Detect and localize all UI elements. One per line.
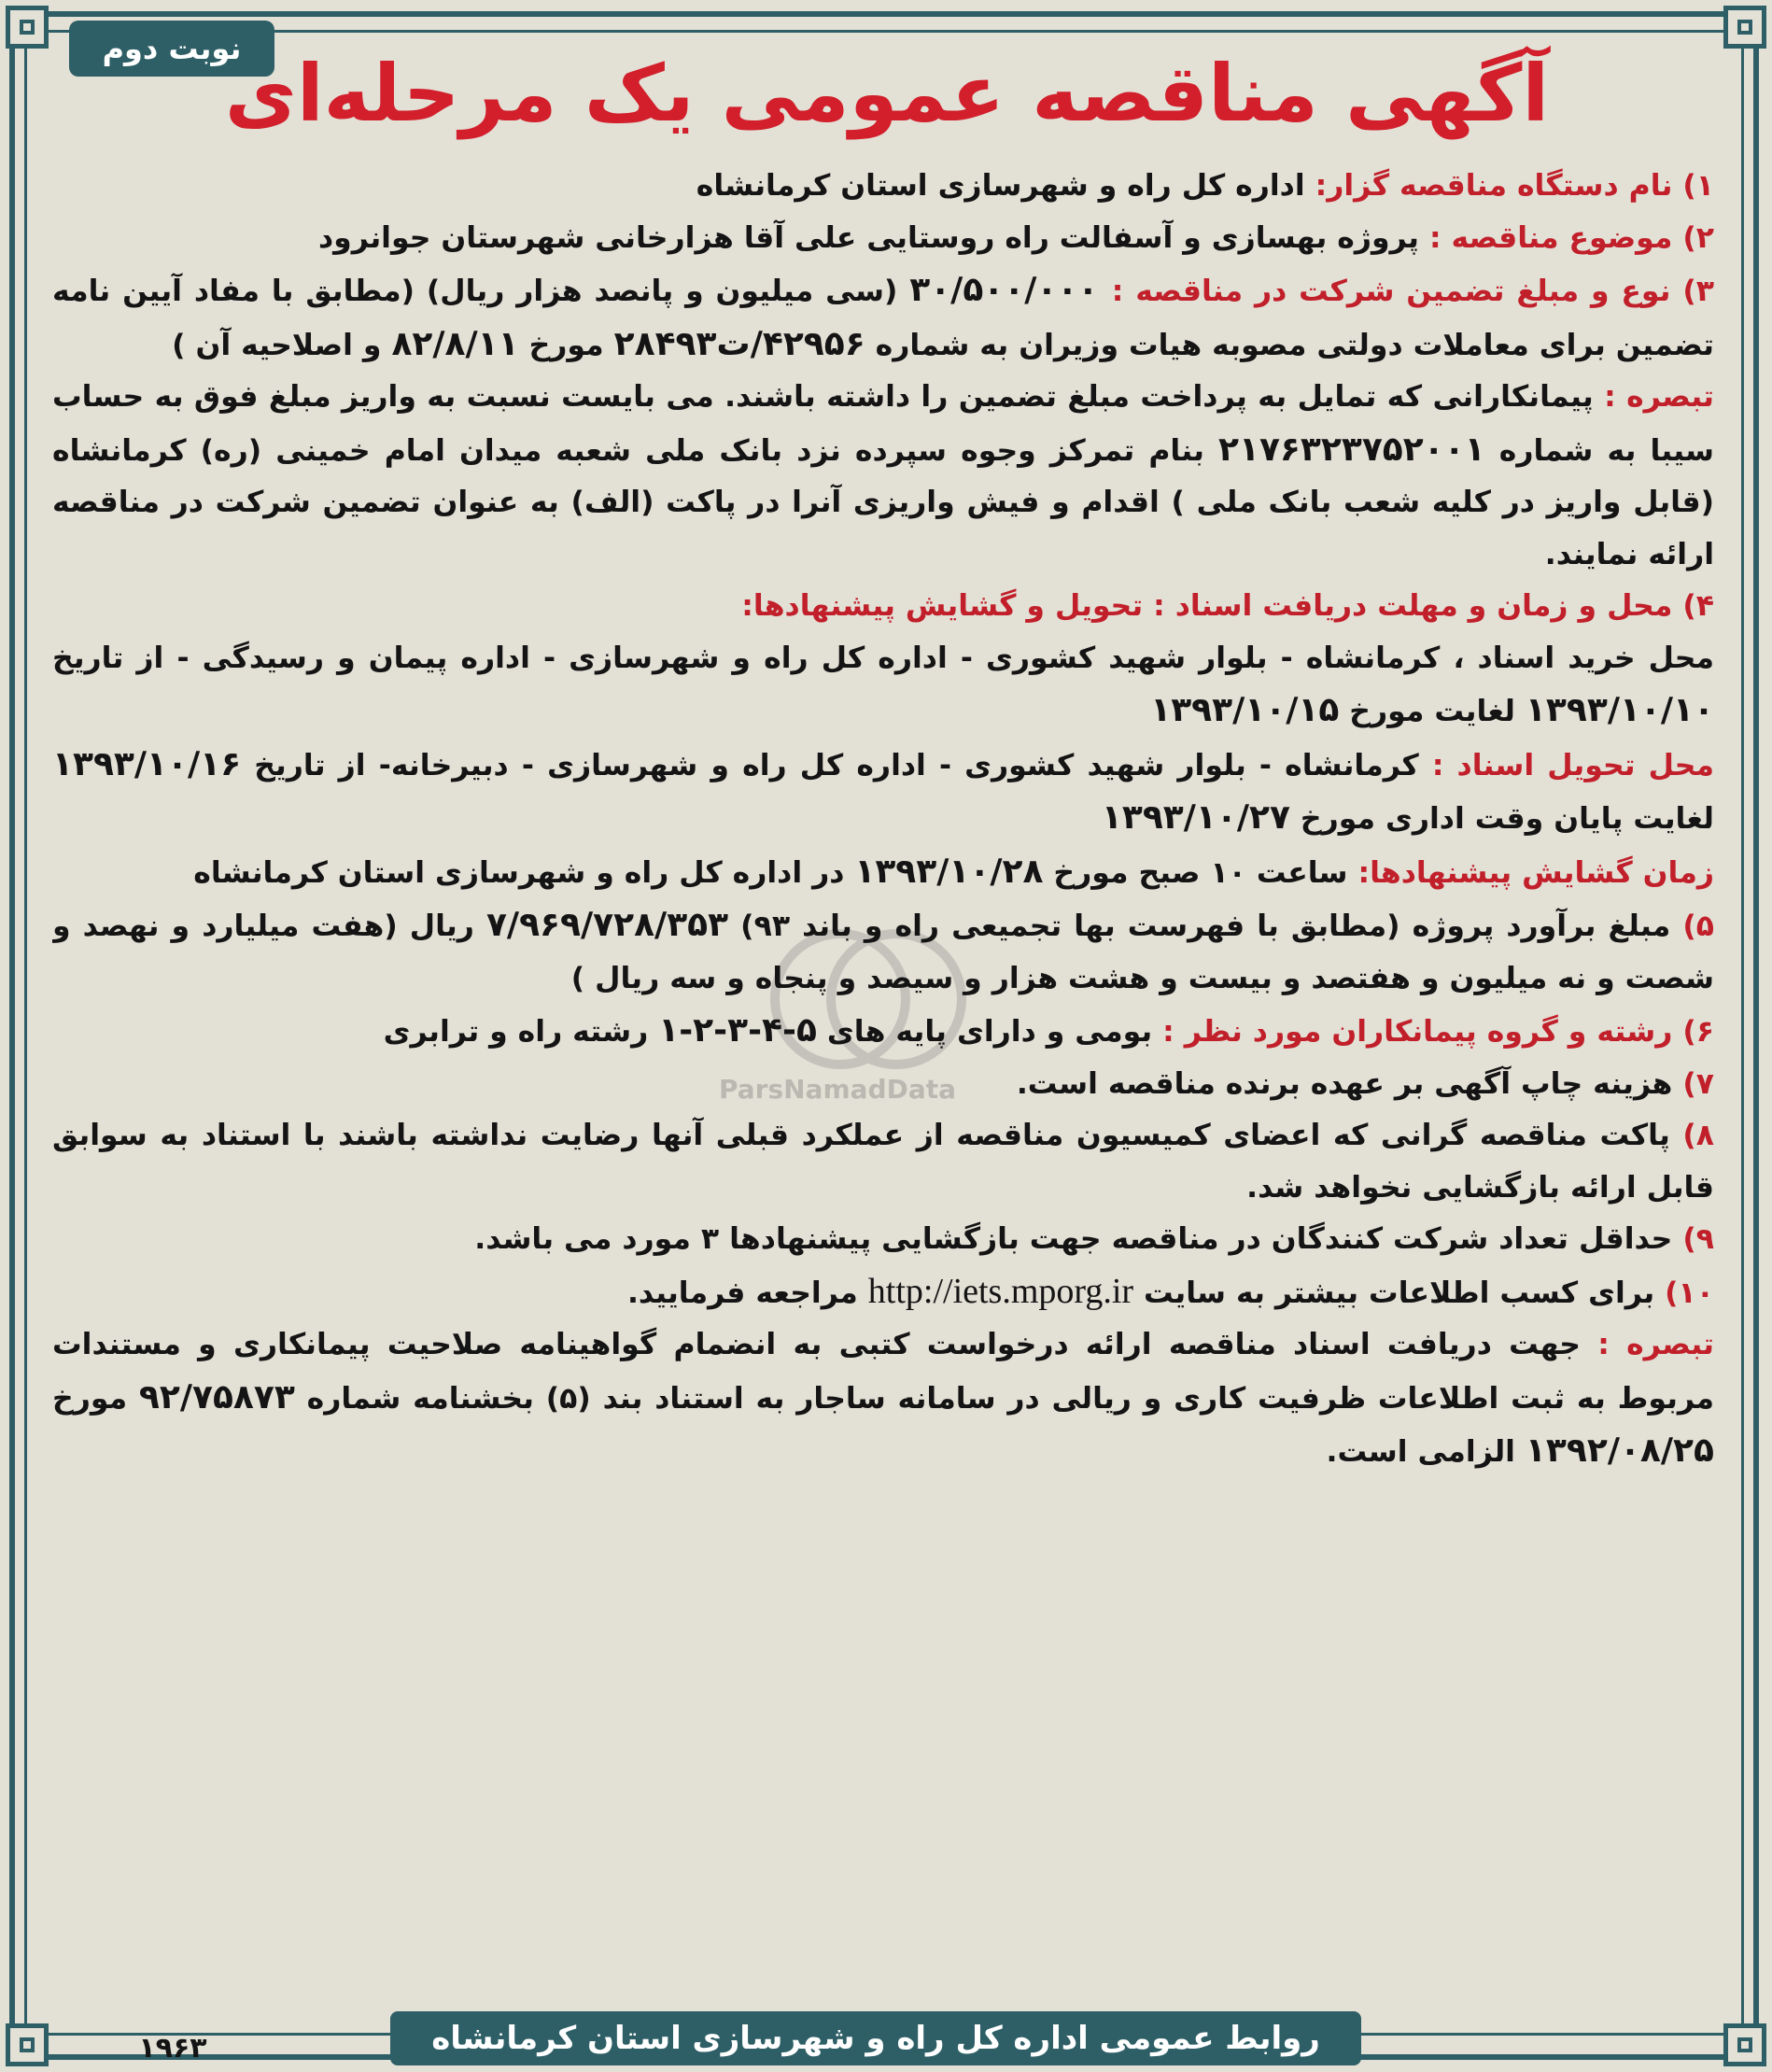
circular-date: ۱۳۹۲/۰۸/۲۵ [1525,1431,1714,1470]
item-5 [52,899,1714,1005]
corner-ornament-bottom-left [6,2023,49,2066]
item-8-label: ۸) [1682,1119,1714,1152]
delivery-label: محل تحویل اسناد : [1431,748,1714,782]
item-1 [52,161,1714,213]
estimate-amount: ۷/۹۶۹/۷۲۸/۳۵۳ [485,906,729,944]
watermark-text: ParsNamadData [719,1074,956,1105]
item-6-text: بومی و دارای پایه های [816,1015,1163,1049]
note-2-text: جهت دریافت اسناد مناقصه ارائه درخواست کتبی به انضمام گواهینامه صلاحیت پیمانکاری و مستندات مربوط به ثبت اطلاعات ظرفیت کاری و ریالی در سامانه ساجار به استناد بند (۵) بخشنامه شماره [52,1328,1714,1416]
opening-text: ساعت ۱۰ صبح مورخ [1043,855,1358,890]
edition-badge: نوبت دوم [69,21,274,77]
item-4-purchase [52,633,1714,739]
item-9-text: حداقل تعداد شرکت کنندگان در مناقصه جهت بازگشایی پیشنهادها ۳ مورد می باشد. [474,1222,1683,1256]
guarantee-amount: ۳۰/۵۰۰/۰۰۰ [909,271,1112,309]
item-2-label: ۲) موضوع مناقصه : [1428,220,1714,255]
opening-label: زمان گشایش پیشنهادها: [1357,855,1714,890]
item-4-text-2: لغایت مورخ [1339,695,1526,728]
note-1-text: پیمانکارانی که تمایل به پرداخت مبلغ تضمین را داشته باشند. می بایست نسبت به واریز مبلغ فوق به حساب سیبا به شماره [52,380,1714,468]
corner-ornament-top-left [6,6,49,49]
item-3-text: (سی میلیون و پانصد هزار ریال) (مطابق با مفاد آیین نامه تضمین برای معاملات دولتی مصوبه هیات وزیران به شماره [52,275,1714,362]
item-6-label: ۶) رشته و گروه پیمانکاران مورد نظر : [1162,1015,1714,1049]
delivery-text-2: لغایت پایان وقت اداری مورخ [1289,802,1714,836]
item-10-text-2: مراجعه فرمایید. [626,1276,868,1310]
item-6-text-2: رشته راه و ترابری [383,1015,659,1049]
note-1-text-2: بنام تمرکز وجوه سپرده نزد بانک ملی شعبه میدان امام خمینی (ره) کرمانشاه (قابل واریز در کلیه شعب بانک ملی ) اقدام و فیش واریزی آنرا در پاکت (الف) به عنوان تضمین شرکت در مناقصه ارائه نمایند. [52,433,1714,571]
item-10-text: برای کسب اطلاعات بیشتر به سایت [1133,1276,1666,1310]
delivery-end-date: ۱۳۹۳/۱۰/۲۷ [1101,798,1290,837]
footer-banner: روابط عمومی اداره کل راه و شهرسازی استان کرمانشاه [390,2011,1361,2065]
item-9 [52,1214,1714,1266]
sheba-account-number: ۲۱۷۶۳۲۳۷۵۲۰۰۱ [1218,430,1485,469]
opening [52,846,1714,900]
corner-ornament-bottom-right [1723,2023,1766,2066]
website-link[interactable]: http://iets.mporg.ir [867,1271,1134,1311]
opening-date: ۱۳۹۳/۱۰/۲۸ [854,852,1044,891]
item-5-text-2: ریال (هفت میلیارد و نهصد و شصت و نه میلیون و هفتصد و بیست و هشت هزار و سیصد و پنجاه و سه ریال ) [52,909,1714,995]
item-5-label: ۵) [1682,909,1714,943]
issue-number: ۱۹۶۳ [138,2032,207,2065]
item-7-text: هزینه چاپ آگهی بر عهده برنده مناقصه است. [1016,1066,1683,1101]
decree-date: ۸۲/۸/۱۱ [391,324,519,363]
delivery-start-date: ۱۳۹۳/۱۰/۱۶ [52,744,242,783]
item-8-text: پاکت مناقصه گرانی که اعضای کمیسیون مناقصه از عملکرد قبلی آنها رضایت نداشته باشند با استناد به سوابق قابل ارائه بازگشایی نخواهد شد. [52,1119,1714,1205]
item-3-text-2: مورخ [518,328,614,362]
item-5-text: مبلغ برآورد پروژه (مطابق با فهرست بها تجمیعی راه و باند ۹۳) [728,909,1683,943]
item-3-label: ۳) نوع و مبلغ تضمین شرکت در مناقصه : [1111,275,1714,308]
item-7 [52,1059,1714,1111]
item-6 [52,1005,1714,1059]
item-2-text: پروژه بهسازی و آسفالت راه روستایی علی آقا هزارخانی شهرستان جوانرود [318,220,1429,255]
delivery-text: کرمانشاه - بلوار شهید کشوری - اداره کل راه و شهرسازی - دبیرخانه- از تاریخ [241,748,1432,782]
purchase-start-date: ۱۳۹۳/۱۰/۱۰ [1525,691,1714,729]
item-9-label: ۹) [1682,1222,1714,1256]
item-10 [52,1266,1714,1320]
note-2-text-3: الزامی است. [1326,1435,1526,1469]
page-title: آگهی مناقصه عمومی یک مرحله‌ای [224,48,1550,139]
item-2 [52,213,1714,265]
delivery [52,739,1714,846]
item-7-label: ۷) [1682,1066,1714,1101]
note-2 [52,1319,1714,1479]
item-8 [52,1110,1714,1214]
decree-number: ۴۲۹۵۶/ت۲۸۴۹۳ [613,324,865,363]
contractor-grades: ۵-۴-۳-۲-۱ [658,1011,817,1050]
notice-body [52,161,1714,1916]
item-4 [52,581,1714,633]
purchase-end-date: ۱۳۹۳/۱۰/۱۵ [1150,691,1340,729]
item-1-text: اداره کل راه و شهرسازی استان کرمانشاه [696,169,1315,203]
opening-text-2: در اداره کل راه و شهرسازی استان کرمانشاه [193,855,855,890]
note-2-text-2: مورخ [52,1381,139,1416]
corner-ornament-top-right [1723,6,1766,49]
item-10-label: ۱۰) [1665,1276,1714,1310]
note-1-label: تبصره : [1604,380,1714,414]
item-4-label: ۴) محل و زمان و مهلت دریافت اسناد : تحویل و گشایش پیشنهادها: [741,589,1714,623]
note-2-label: تبصره : [1597,1328,1714,1361]
note-1 [52,372,1714,581]
item-3-text-3: و اصلاحیه آن ) [172,328,392,362]
item-4-text: محل خرید اسناد ، کرمانشاه - بلوار شهید کشوری - اداره کل راه و شهرسازی - اداره پیمان و رسیدگی - از تاریخ [52,641,1714,675]
item-1-label: ۱) نام دستگاه مناقصه گزار: [1315,169,1714,203]
circular-number: ۹۲/۷۵۸۷۳ [138,1377,295,1417]
item-3 [52,264,1714,372]
